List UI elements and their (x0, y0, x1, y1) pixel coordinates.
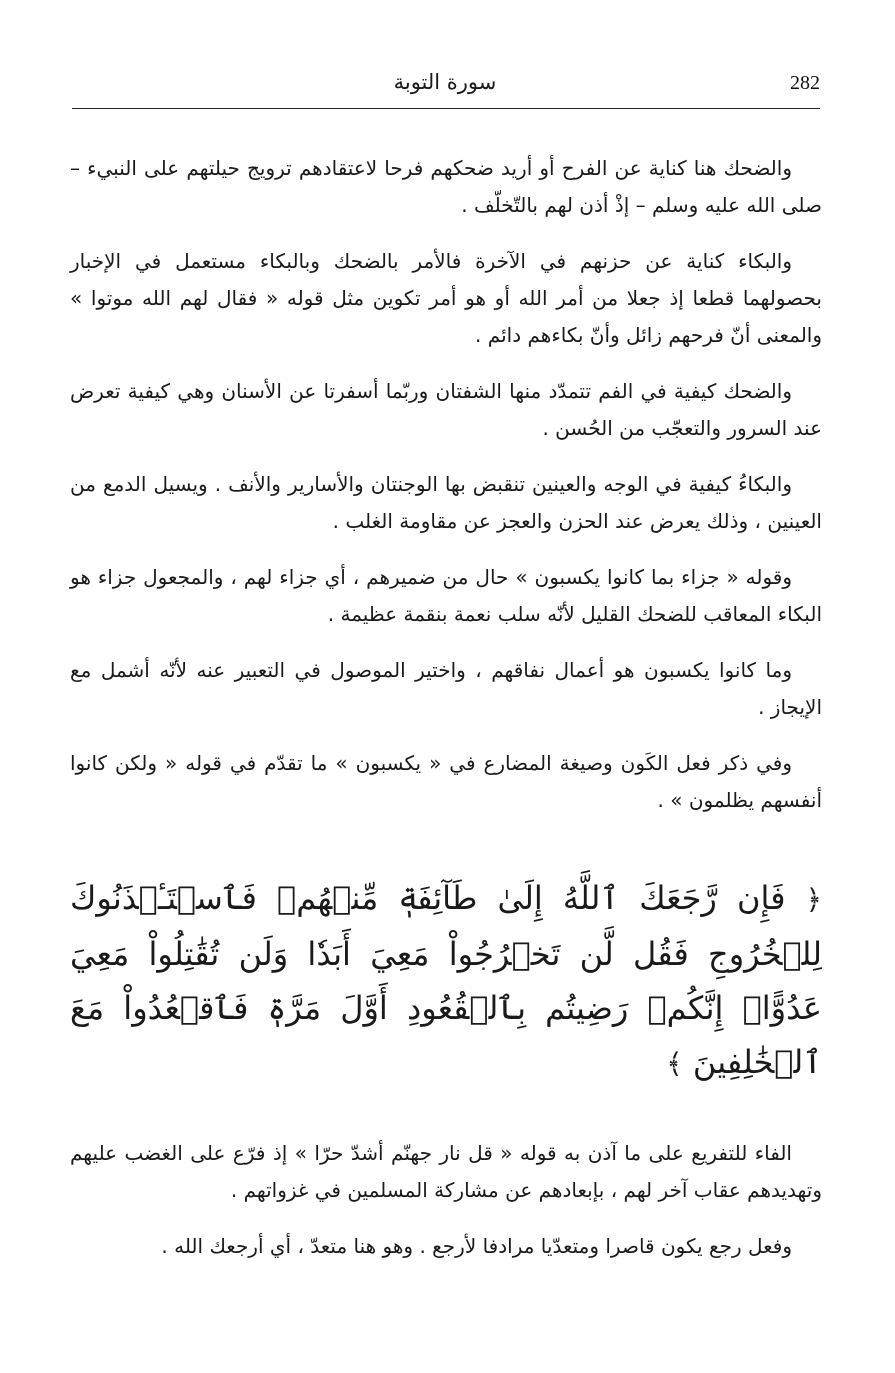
paragraph: وقوله « جزاء بما كانوا يكسبون » حال من ضميرهم ، أي جزاء لهم ، والمجعول جزاء هو البكاء المعاقب للضحك القليل لأنّه سلب نعمة بنقمة عظيمة . (70, 565, 822, 626)
paragraph: وفعل رجع يكون قاصرا ومتعدّيا مرادفا لأرجع . وهو هنا متعدّ ، أي أرجعك الله . (161, 1234, 792, 1258)
paragraph: والضحك كيفية في الفم تتمدّد منها الشفتان وربّما أسفرتا عن الأسنان وهي كيفية تعرض عند السرور والتعجّب من الحُسن . (70, 379, 822, 440)
paragraph: والبكاء كناية عن حزنهم في الآخرة فالأمر بالضحك وبالبكاء مستعمل في الإخبار بحصولهما قطعا إذ جعلا من أمر الله أو هو أمر تكوين مثل قوله « فقال لهم الله موتوا » والمعنى أنّ فرحهم زائل وأنّ بكاءهم دائم . (70, 249, 822, 347)
paragraph: والبكاءُ كيفية في الوجه والعينين تنقبض بها الوجنتان والأسارير والأنف . ويسيل الدمع من العينين ، وذلك يعرض عند الحزن والعجز عن مقاومة الغلب . (70, 472, 822, 533)
verse-close-bracket: ﴾ (666, 1047, 683, 1080)
page-header (70, 70, 820, 104)
paragraph: الفاء للتفريع على ما آذن به قوله « قل نار جهنّم أشدّ حرّا » إذ فرّع على الغضب عليهم وتهديدهم عقاب آخر لهم ، بإبعادهم عن مشاركة المسلمين في غزواتهم . (70, 1141, 822, 1202)
quran-verse (70, 871, 822, 1091)
paragraph: وفي ذكر فعل الكَون وصيغة المضارع في « يكسبون » ما تقدّم في قوله « ولكن كانوا أنفسهم يظلمون » . (70, 751, 822, 812)
surah-title: سورة التوبة (393, 70, 497, 94)
verse-text: فَإِن رَّجَعَكَ ٱللَّهُ إِلَىٰ طَآئِفَةٖ مِّنۡهُمۡ فَٱسۡتَـٔۡذَنُوكَ لِلۡخُرُوجِ فَقُل لَّن تَخۡرُجُواْ مَعِيَ أَبَدٗا وَلَن تُقَٰتِلُواْ مَعِيَ عَدُوًّاۖ إِنَّكُمۡ رَضِيتُم بِٱلۡقُعُودِ أَوَّلَ مَرَّةٖ فَٱقۡعُدُواْ مَعَ ٱلۡخَٰلِفِينَ (70, 879, 822, 1081)
verse-open-bracket: ﴿ (805, 883, 823, 916)
paragraph: والضحك هنا كناية عن الفرح أو أريد ضحكهم فرحا لاعتقادهم ترويج حيلتهم على النبيء – صلى الله عليه وسلم – إذْ أذن لهم بالتّخلّف . (70, 156, 822, 217)
page-body (70, 150, 822, 1284)
page-number: 282 (790, 72, 820, 94)
header-rule (72, 108, 820, 109)
paragraph: وما كانوا يكسبون هو أعمال نفاقهم ، واختير الموصول في التعبير عنه لأنّه أشمل مع الإيجاز . (70, 658, 822, 719)
